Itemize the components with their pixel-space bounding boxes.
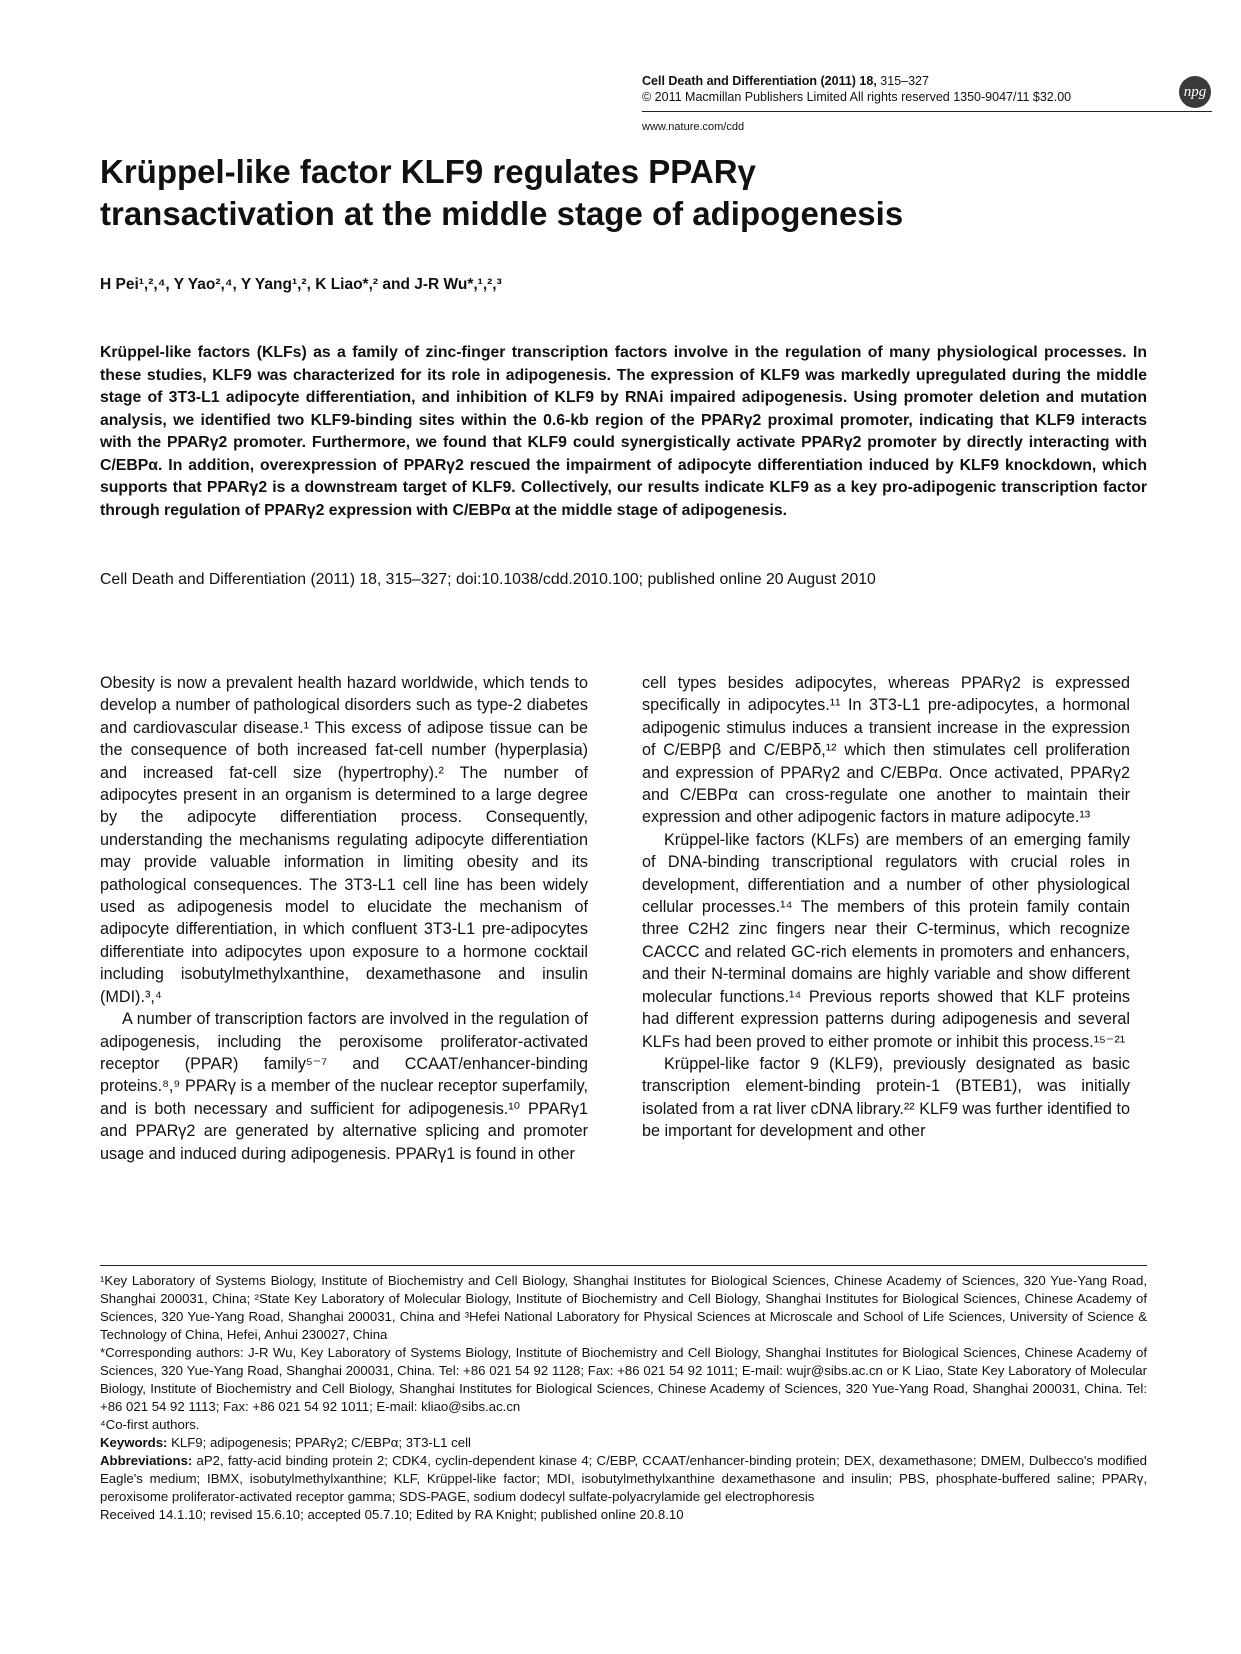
journal-url[interactable]: www.nature.com/cdd xyxy=(642,121,745,133)
body-paragraph: Krüppel-like factors (KLFs) are members of an emerging family of DNA-binding transcriptional regulators with crucial roles in development, differentiation and a number of other physiological cellular processes.¹⁴ The members of this protein family contain three C2H2 zinc fingers near their C-terminus, which recognize CACCC and related GC-rich elements in promoters and enhancers, and their N-terminal domains are highly variable and show different molecular functions.¹⁴ Previous reports showed that KLF proteins had different expression patterns during adipogenesis and several KLFs had been proved to either promote or inhibit this process.¹⁵⁻²¹ xyxy=(642,830,1130,1051)
abbreviations-label: Abbreviations: xyxy=(100,1453,193,1468)
affiliations: ¹Key Laboratory of Systems Biology, Institute of Biochemistry and Cell Biology, Shanghai Institutes for Biological Sciences, Chinese Academy of Sciences, 320 Yue-Yang Road, Shanghai 200031, China; ²State Key Laboratory of Molecular Biology, Institute of Biochemistry and Cell Biology, Shanghai Institutes for Biological Sciences, Chinese Academy of Sciences, 320 Yue-Yang Road, Shanghai 200031, China and ³Hefei National Laboratory for Physical Sciences at Microscale and School of Life Sciences, University of Science & Technology of China, Hefei, Anhui 230027, China xyxy=(100,1273,1147,1342)
body-paragraph: Krüppel-like factor 9 (KLF9), previously designated as basic transcription element-binding protein-1 (BTEB1), was initially isolated from a rat liver cDNA library.²² KLF9 was further identified to be important for development and other xyxy=(642,1054,1130,1141)
co-first-note: ⁴Co-first authors. xyxy=(100,1417,200,1432)
corresponding-authors: *Corresponding authors: J-R Wu, Key Laboratory of Systems Biology, Institute of Biochemistry and Cell Biology, Shanghai Institutes for Biological Sciences, Chinese Academy of Sciences, 320 Yue-Yang Road, Shanghai 200031, China. Tel: +86 021 54 92 1128; Fax: +86 021 54 92 1011; E-mail: wujr@sibs.ac.cn or K Liao, State Key Laboratory of Molecular Biology, Institute of Biochemistry and Cell Biology, Shanghai Institutes for Biological Sciences, Chinese Academy of Sciences, 320 Yue-Yang Road, Shanghai 200031, China. Tel: +86 021 54 92 1113; Fax: +86 021 54 92 1011; E-mail: kliao@sibs.ac.cn xyxy=(100,1345,1147,1414)
npg-logo-icon: npg xyxy=(1179,76,1211,108)
body-left-column xyxy=(100,672,588,1165)
copyright-line: © 2011 Macmillan Publishers Limited All rights reserved 1350-9047/11 $32.00 xyxy=(642,90,1072,104)
journal-year-volume: (2011) 18, xyxy=(820,74,877,88)
footnote-rule xyxy=(100,1265,1147,1266)
journal-name: Cell Death and Differentiation xyxy=(642,74,818,88)
footnotes xyxy=(100,1272,1147,1524)
journal-citation-line xyxy=(642,73,1122,89)
abstract: Krüppel-like factors (KLFs) as a family of zinc-finger transcription factors involve in the regulation of many physiological processes. In these studies, KLF9 was characterized for its role in adipogenesis. The expression of KLF9 was markedly upregulated during the middle stage of 3T3-L1 adipocyte differentiation, and inhibition of KLF9 by RNAi impaired adipogenesis. Using promoter deletion and mutation analysis, we identified two KLF9-binding sites within the 0.6-kb region of the PPARγ2 proximal promoter, indicating that KLF9 interacts with the PPARγ2 promoter. Furthermore, we found that KLF9 could synergistically activate PPARγ2 promoter by directly interacting with C/EBPα. In addition, overexpression of PPARγ2 rescued the impairment of adipocyte differentiation induced by KLF9 knockdown, which supports that PPARγ2 is a downstream target of KLF9. Collectively, our results indicate KLF9 as a key pro-adipogenic transcription factor through regulation of PPARγ2 expression with C/EBPα at the middle stage of adipogenesis. xyxy=(100,344,1147,519)
title-line-1: Krüppel-like factor KLF9 regulates PPARγ xyxy=(100,153,756,190)
received-dates: Received 14.1.10; revised 15.6.10; accepted 05.7.10; Edited by RA Knight; published online 20.8.10 xyxy=(100,1507,684,1522)
abbreviations-list: aP2, fatty-acid binding protein 2; CDK4, cyclin-dependent kinase 4; C/EBP, CCAAT/enhancer-binding protein; DEX, dexamethasone; DMEM, Dulbecco's modified Eagle's medium; IBMX, isobutylmethylxanthine; KLF, Krüppel-like factor; MDI, isobutylmethylxanthine dexamethasone and insulin; PBS, phosphate-buffered saline; PPARγ, peroxisome proliferator-activated receptor gamma; SDS-PAGE, sodium dodecyl sulfate-polyacrylamide gel electrophoresis xyxy=(100,1453,1148,1504)
keywords-list: KLF9; adipogenesis; PPARγ2; C/EBPα; 3T3-L1 cell xyxy=(171,1435,471,1450)
header-rule xyxy=(642,111,1212,112)
body-right-column xyxy=(642,672,1130,1143)
title-line-2: transactivation at the middle stage of adipogenesis xyxy=(100,195,904,232)
body-paragraph: Obesity is now a prevalent health hazard worldwide, which tends to develop a number of pathological disorders such as type-2 diabetes and cardiovascular disease.¹ This excess of adipose tissue can be the consequence of both increased fat-cell number (hyperplasia) and increased fat-cell size (hypertrophy).² The number of adipocytes present in an organism is determined to a large degree by the adipocyte differentiation process. Consequently, understanding the mechanisms regulating adipocyte differentiation may provide valuable information in limiting obesity and its pathological consequences. The 3T3-L1 cell line has been widely used as adipogenesis model to elucidate the mechanism of adipocyte differentiation, in which confluent 3T3-L1 pre-adipocytes differentiate into adipocytes upon exposure to a hormone cocktail including isobutylmethylxanthine, dexamethasone and insulin (MDI).³,⁴ xyxy=(100,674,588,1006)
keywords xyxy=(100,1434,1147,1452)
keywords-label: Keywords: xyxy=(100,1435,168,1450)
abbreviations xyxy=(100,1452,1147,1506)
article-title xyxy=(100,151,1150,235)
article-citation: Cell Death and Differentiation (2011) 18, 315–327; doi:10.1038/cdd.2010.100; published online 20 August 2010 xyxy=(100,571,876,588)
journal-pages: 315–327 xyxy=(880,74,929,88)
journal-header xyxy=(642,73,1122,133)
body-paragraph: A number of transcription factors are involved in the regulation of adipogenesis, including the peroxisome proliferator-activated receptor (PPAR) family⁵⁻⁷ and CCAAT/enhancer-binding proteins.⁸,⁹ PPARγ is a member of the nuclear receptor superfamily, and is both necessary and sufficient for adipogenesis.¹⁰ PPARγ1 and PPARγ2 are generated by alternative splicing and promoter usage and induced during adipogenesis. PPARγ1 is found in other xyxy=(100,1010,588,1163)
body-paragraph: cell types besides adipocytes, whereas PPARγ2 is expressed specifically in adipocytes.¹¹ In 3T3-L1 pre-adipocytes, a hormonal adipogenic stimulus induces a transient increase in the expression of C/EBPβ and C/EBPδ,¹² which then stimulates cell proliferation and expression of PPARγ2 and C/EBPα. Once activated, PPARγ2 and C/EBPα can cross-regulate one another to maintain their expression and other adipogenic factors in mature adipocyte.¹³ xyxy=(642,674,1130,827)
author-list: H Pei¹,²,⁴, Y Yao²,⁴, Y Yang¹,², K Liao*,² and J-R Wu*,¹,²,³ xyxy=(100,276,502,293)
